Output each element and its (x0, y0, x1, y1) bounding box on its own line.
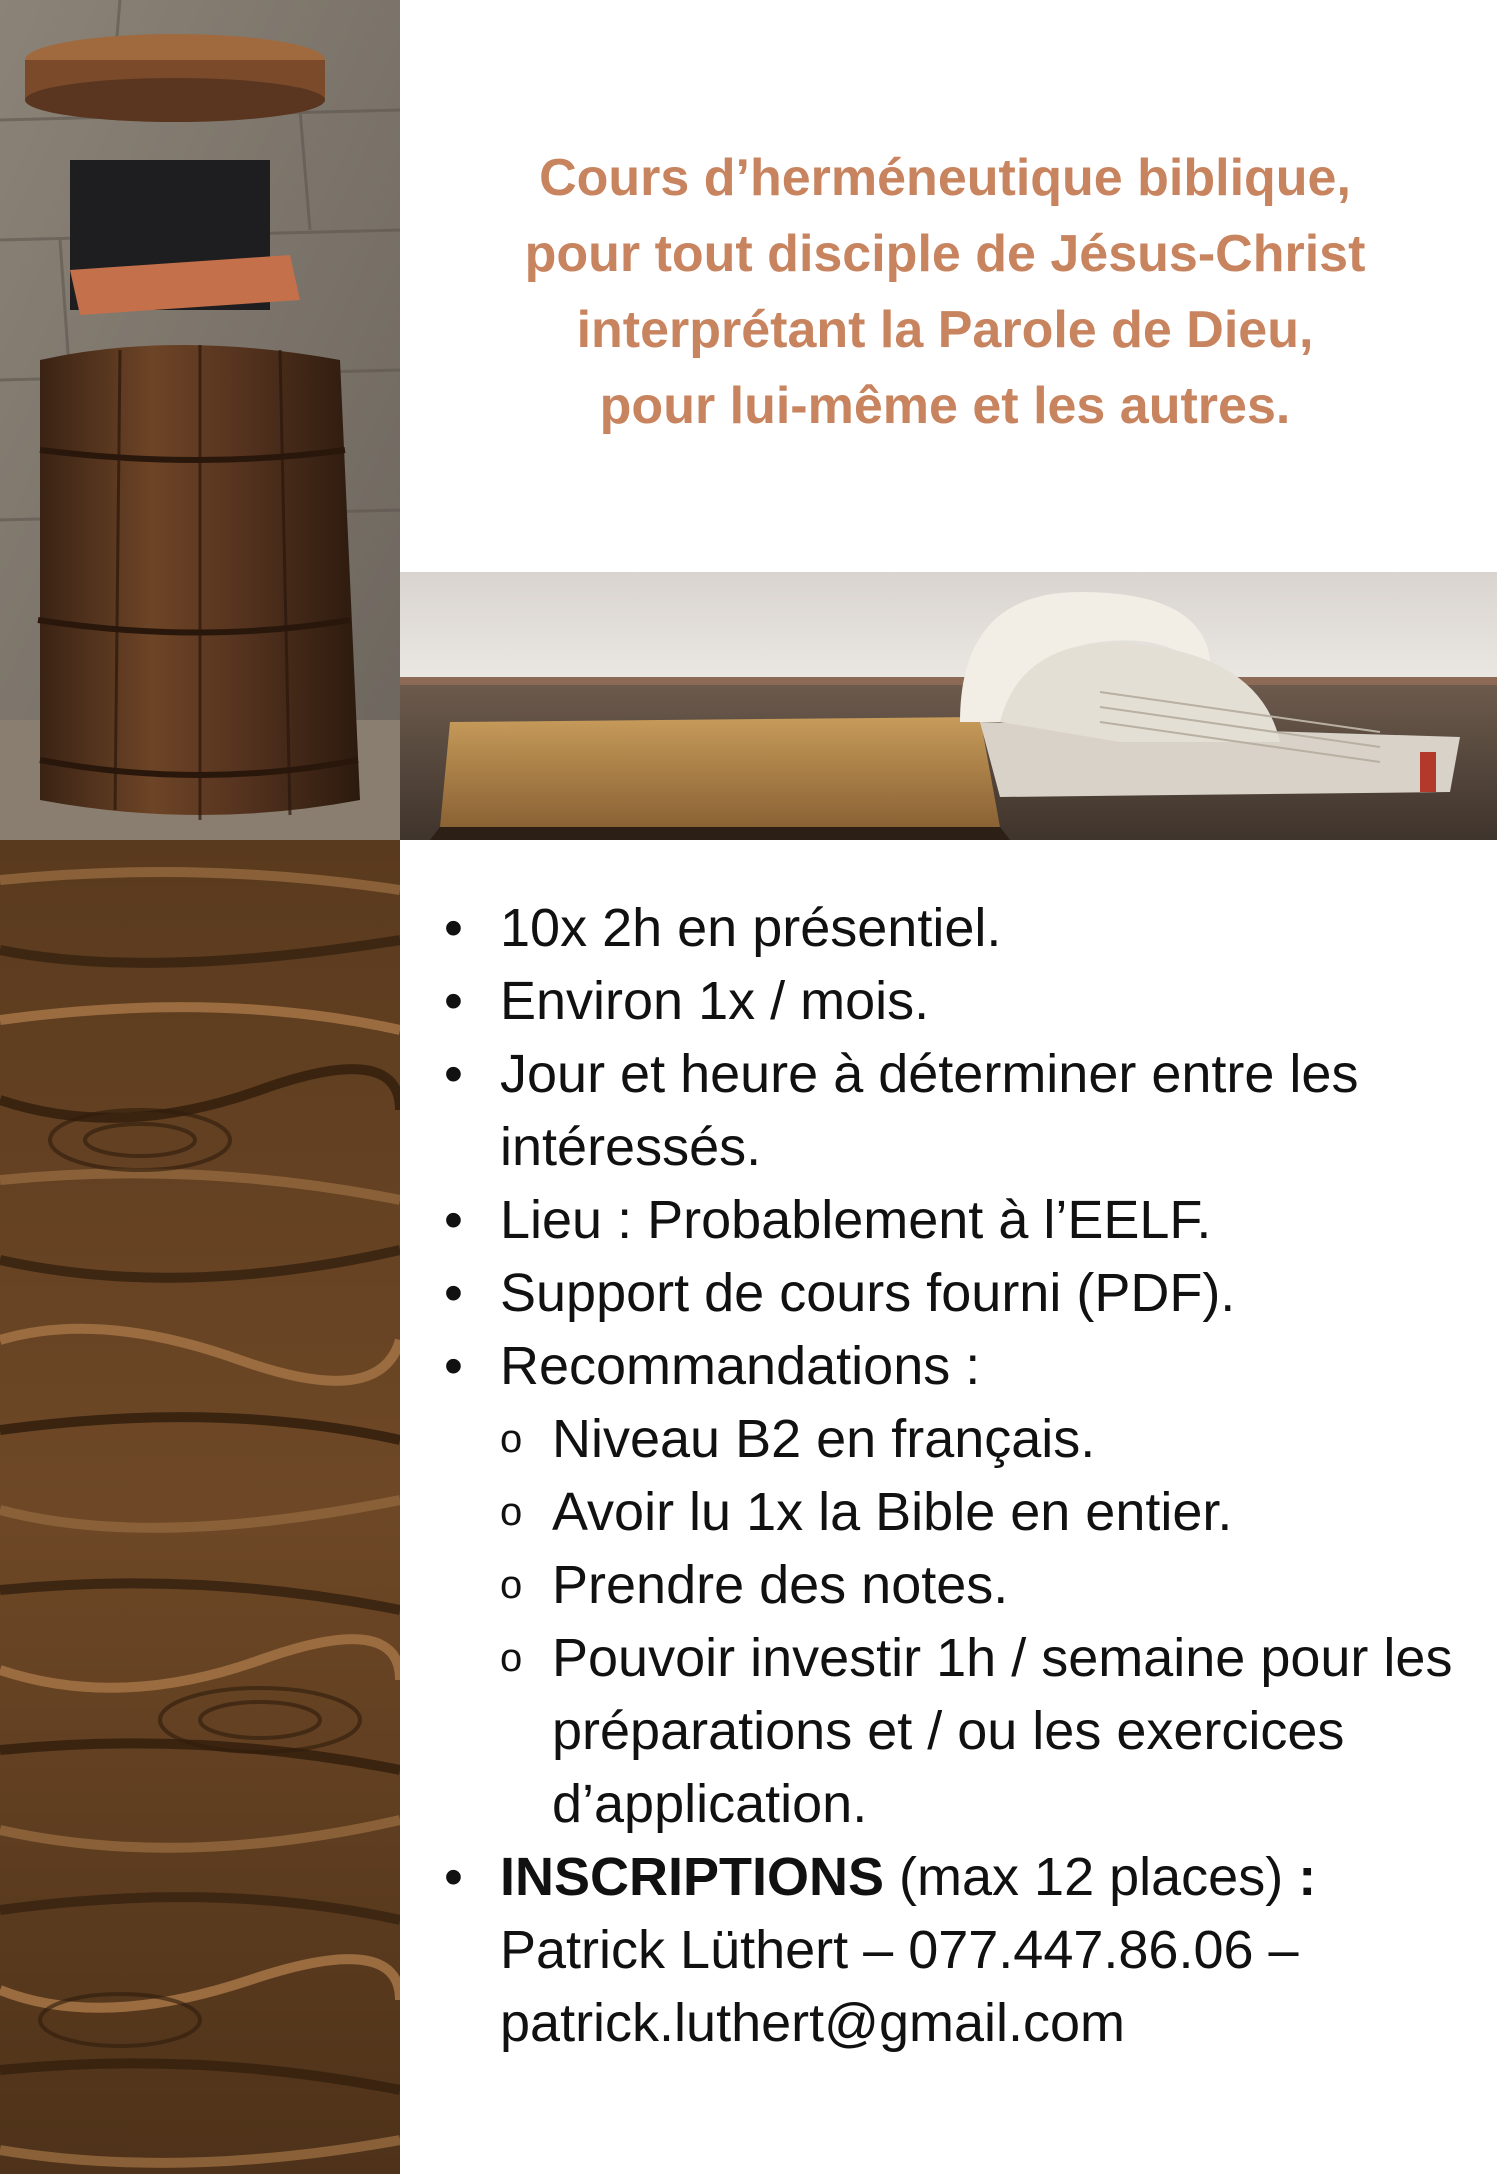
sub-item-text: Pouvoir investir 1h / semaine pour les préparations et / ou les exercices d’application. (552, 1628, 1453, 1834)
info-list (440, 892, 1480, 2060)
item-text: Lieu : Probablement à l’EELF. (500, 1190, 1212, 1250)
bullet-icon: • (444, 1336, 463, 1396)
inscriptions-detail: (max 12 places) (884, 1847, 1299, 1907)
bullet-icon: • (444, 1044, 463, 1104)
list-item (440, 965, 1480, 1038)
course-info (440, 892, 1480, 2060)
item-text: Support de cours fourni (PDF). (500, 1263, 1236, 1323)
sub-list-item (500, 1476, 1480, 1549)
open-bible-photo (400, 572, 1497, 840)
item-text: 10x 2h en présentiel. (500, 898, 1002, 958)
headline-line: pour lui-même et les autres. (599, 377, 1291, 435)
headline-line: pour tout disciple de Jésus-Christ (524, 225, 1366, 283)
bullet-icon: • (444, 1190, 463, 1250)
pulpit-photo (0, 0, 400, 840)
bullet-icon: • (444, 1263, 463, 1323)
bullet-icon: • (444, 898, 463, 958)
sub-item-text: Avoir lu 1x la Bible en entier. (552, 1482, 1233, 1542)
sub-list-item (500, 1549, 1480, 1622)
sub-item-text: Prendre des notes. (552, 1555, 1009, 1615)
inscriptions-colon: : (1298, 1847, 1317, 1907)
circle-bullet-icon: o (500, 1636, 523, 1680)
course-headline (420, 140, 1470, 444)
sub-list-item (500, 1403, 1480, 1476)
bullet-icon: • (444, 1847, 463, 1907)
list-item (440, 892, 1480, 965)
list-item (440, 1257, 1480, 1330)
circle-bullet-icon: o (500, 1490, 523, 1534)
circle-bullet-icon: o (500, 1563, 523, 1607)
list-item-inscriptions (440, 1841, 1480, 2060)
list-item (440, 1038, 1480, 1184)
item-text: Recommandations : (500, 1336, 981, 1396)
bullet-icon: • (444, 971, 463, 1031)
circle-bullet-icon: o (500, 1417, 523, 1461)
contact-email[interactable]: patrick.luthert@gmail.com (500, 1993, 1126, 2053)
contact-line: Patrick Lüthert – 077.447.86.06 – (500, 1920, 1299, 1980)
item-text: Jour et heure à déterminer entre les intéressés. (500, 1044, 1359, 1177)
headline-line: interprétant la Parole de Dieu, (576, 301, 1314, 359)
sub-list-item (500, 1622, 1480, 1841)
list-item (440, 1184, 1480, 1257)
recommendations-list (500, 1403, 1480, 1841)
sub-item-text: Niveau B2 en français. (552, 1409, 1096, 1469)
item-text: Environ 1x / mois. (500, 971, 930, 1031)
wood-texture-panel (0, 840, 400, 2174)
list-item-recommendations (440, 1330, 1480, 1841)
inscriptions-label: INSCRIPTIONS (500, 1847, 885, 1907)
headline-line: Cours d’herméneutique biblique, (539, 149, 1351, 207)
